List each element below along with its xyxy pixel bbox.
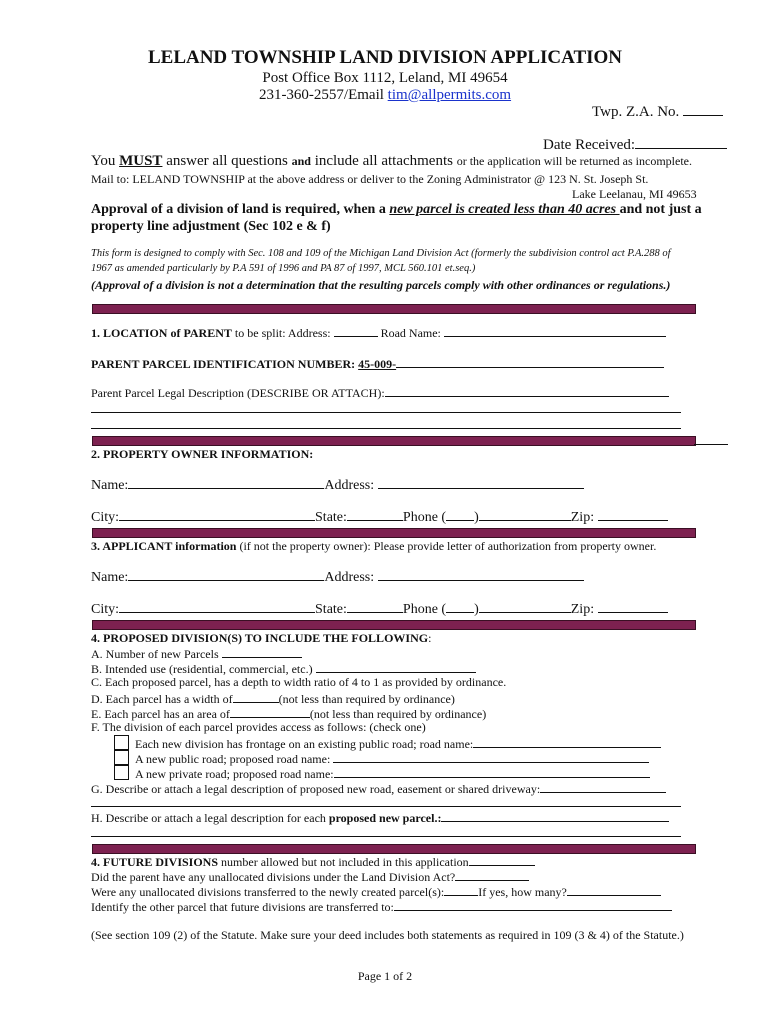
applicant-note: (if not the property owner): Please provide letter of authorization from property owner. (236, 539, 657, 553)
future-heading-tail: number allowed but not included in this application (218, 855, 469, 869)
item-c-line: C. Each proposed parcel, has a depth to width ratio of 4 to 1 as provided by ordinance. (91, 675, 507, 689)
owner-city-label: City: (91, 510, 120, 525)
future-divisions-count-field[interactable] (469, 853, 535, 866)
owner-state-label: State: (315, 510, 347, 525)
applicant-city-field[interactable] (119, 600, 315, 613)
owner-name-line (91, 476, 584, 494)
new-public-road-name-field[interactable] (333, 750, 649, 763)
road-name-label: Road Name: (377, 326, 444, 340)
item-h-bold: proposed new parcel.: (328, 811, 442, 825)
applicant-heading-line (91, 539, 656, 554)
access-option-1-label: Each new division has frontage on an existing public road; road name: (135, 737, 474, 751)
form-title: LELAND TOWNSHIP LAND DIVISION APPLICATION (147, 47, 623, 68)
form-note-2: 1967 as amended particularly by P.A 591 of 1996 and PA 87 of 1997, MCL 560.101 et.seq.) (91, 263, 476, 274)
applicant-state-label: State: (315, 602, 347, 617)
access-option-3-label: A new private road; proposed road name: (135, 767, 334, 781)
header-address: Post Office Box 1112, Leland, MI 49654 (262, 70, 508, 86)
owner-state-field[interactable] (347, 508, 403, 521)
form-note-1: This form is designed to comply with Sec. 108 and 109 of the Michigan Land Division Act (formerly the subdivision control act P.A.288 of (91, 248, 671, 259)
legal-desc-field[interactable] (385, 384, 669, 397)
access-option-2-label: A new public road; proposed road name: (135, 752, 334, 766)
applicant-zip-label: Zip: (570, 602, 598, 617)
parcel-legal-desc-line-2[interactable] (91, 836, 681, 837)
ppin-line (91, 355, 664, 372)
parent-address-field[interactable] (334, 324, 378, 337)
legal-desc-line-2[interactable] (91, 412, 681, 413)
how-many-field[interactable] (567, 883, 661, 896)
approval-a: Approval of a division of land is required, when a (91, 202, 390, 217)
owner-zip-label: Zip: (570, 510, 598, 525)
legal-desc-label: Parent Parcel Legal Description (DESCRIBE OR ATTACH): (91, 386, 385, 400)
item-d-note: (not less than required by ordinance) (278, 692, 455, 706)
item-a-label: A. Number of new Parcels (91, 647, 222, 661)
item-h-label: H. Describe or attach a legal description for each (91, 811, 329, 825)
proposed-heading-line (91, 631, 431, 646)
applicant-name-line (91, 568, 584, 586)
future-q2-how-many: If yes, how many? (478, 885, 567, 899)
must-prefix: You (91, 153, 120, 169)
item-g-label: G. Describe or attach a legal description of proposed new road, easement or shared driveway: (91, 782, 541, 796)
applicant-area-code-field[interactable] (446, 600, 474, 613)
future-q1-label: Did the parent have any unallocated divisions under the Land Division Act? (91, 870, 456, 884)
other-parcel-field[interactable] (394, 898, 672, 911)
section-divider-3 (92, 528, 696, 538)
intended-use-field[interactable] (316, 660, 476, 673)
owner-phone-field[interactable] (479, 508, 571, 521)
applicant-city-line (91, 600, 668, 618)
ppin-label: PARENT PARCEL IDENTIFICATION NUMBER: (91, 357, 359, 371)
owner-city-field[interactable] (119, 508, 315, 521)
must-line (91, 153, 692, 170)
approval-line-1 (91, 202, 702, 218)
unallocated-divisions-field[interactable] (455, 868, 529, 881)
approval-b: and not just a (619, 202, 702, 217)
item-e-label: E. Each parcel has an area of (91, 707, 230, 721)
applicant-name-field[interactable] (128, 568, 324, 581)
owner-phone-close: ) (474, 510, 479, 525)
location-address-label: to be split: Address: (231, 326, 334, 340)
access-public-road-checkbox[interactable] (114, 735, 129, 750)
section-divider-4 (92, 620, 696, 630)
applicant-heading: 3. APPLICANT information (91, 539, 237, 553)
mail-to: Mail to: LELAND TOWNSHIP at the above address or deliver to the Zoning Administrator @ 123 N. St. Joseph St. (91, 172, 649, 186)
owner-heading: 2. PROPERTY OWNER INFORMATION: (91, 447, 314, 461)
owner-area-code-field[interactable] (446, 508, 474, 521)
item-e-note: (not less than required by ordinance) (309, 707, 487, 721)
future-heading: 4. FUTURE DIVISIONS (91, 855, 219, 869)
proposed-heading: 4. PROPOSED DIVISION(S) TO INCLUDE THE FOLLOWING (91, 631, 429, 645)
legal-desc-line (91, 384, 669, 401)
owner-address-label: Address: (324, 478, 378, 493)
item-g-line (91, 780, 666, 797)
item-b-label: B. Intended use (residential, commercial, etc.) (91, 662, 316, 676)
date-received-field[interactable] (635, 136, 727, 149)
twp-za-field[interactable] (683, 103, 723, 116)
applicant-address-label: Address: (324, 570, 378, 585)
statute-note: (See section 109 (2) of the Statute. Make sure your deed includes both statements as required in 109 (3 & 4) of the Statute.) (91, 928, 684, 942)
ppin-field[interactable] (396, 355, 664, 368)
page-number: Page 1 of 2 (357, 969, 413, 983)
approval-line-2: property line adjustment (Sec 102 e & f) (91, 219, 331, 234)
owner-name-label: Name: (91, 478, 129, 493)
new-private-road-name-field[interactable] (334, 765, 650, 778)
twp-za-label: Twp. Z.A. No. (592, 104, 684, 120)
section-divider-1 (92, 304, 696, 314)
returned-note: or the application will be returned as incomplete. (456, 154, 692, 168)
item-f-line: F. The division of each parcel provides access as follows: (check one) (91, 720, 426, 734)
must-tail: include all attachments (310, 153, 457, 169)
applicant-zip-field[interactable] (598, 600, 668, 613)
must-word: MUST (119, 153, 163, 169)
owner-name-field[interactable] (128, 476, 324, 489)
access-new-private-road-checkbox[interactable] (114, 765, 129, 780)
owner-phone-label: Phone ( (402, 510, 447, 525)
owner-address-field[interactable] (378, 476, 584, 489)
road-legal-desc-field[interactable] (540, 780, 666, 793)
email-link[interactable]: tim@allpermits.com (387, 87, 512, 103)
applicant-address-field[interactable] (378, 568, 584, 581)
applicant-city-label: City: (91, 602, 120, 617)
location-heading: 1. LOCATION of PARENT (91, 326, 232, 340)
parcel-legal-desc-field[interactable] (441, 809, 669, 822)
existing-road-name-field[interactable] (473, 735, 661, 748)
applicant-state-field[interactable] (347, 600, 403, 613)
item-h-line (91, 809, 669, 826)
applicant-phone-field[interactable] (479, 600, 571, 613)
applicant-name-label: Name: (91, 570, 129, 585)
legal-desc-line-3[interactable] (91, 428, 681, 429)
road-legal-desc-line-2[interactable] (91, 806, 681, 807)
header-contact (0, 87, 770, 104)
item-d-label: D. Each parcel has a width of (91, 692, 233, 706)
must-mid: answer all questions (162, 153, 292, 169)
new-parcels-count-field[interactable] (222, 645, 302, 658)
date-received (543, 136, 727, 154)
future-q3-label: Identify the other parcel that future divisions are transferred to: (91, 900, 394, 914)
future-q2-label: Were any unallocated divisions transferred to the newly created parcel(s): (91, 885, 445, 899)
twp-za-no (592, 103, 723, 121)
mail-city: Lake Leelanau, MI 49653 (572, 187, 697, 201)
owner-city-line (91, 508, 668, 526)
future-q3-line (91, 898, 672, 915)
owner-zip-field[interactable] (598, 508, 668, 521)
and-word: and (291, 154, 311, 168)
location-line (91, 324, 666, 341)
disclaimer: (Approval of a division is not a determination that the resulting parcels comply with other ordinances or regulations.) (91, 278, 671, 292)
proposed-colon: : (428, 631, 432, 645)
approval-40-acres: new parcel is created less than 40 acres (389, 202, 620, 217)
applicant-phone-close: ) (474, 602, 479, 617)
ppin-value: 45-009- (358, 357, 397, 371)
transferred-field[interactable] (444, 883, 478, 896)
header-phone: 231-360-2557/Email (258, 87, 388, 103)
applicant-phone-label: Phone ( (402, 602, 447, 617)
road-name-field[interactable] (444, 324, 666, 337)
divider-tail (694, 444, 728, 445)
date-received-label: Date Received: (543, 137, 636, 153)
section-divider-2 (92, 436, 696, 446)
parcel-width-field[interactable] (233, 690, 279, 703)
access-new-public-road-checkbox[interactable] (114, 750, 129, 765)
parcel-area-field[interactable] (230, 705, 310, 718)
